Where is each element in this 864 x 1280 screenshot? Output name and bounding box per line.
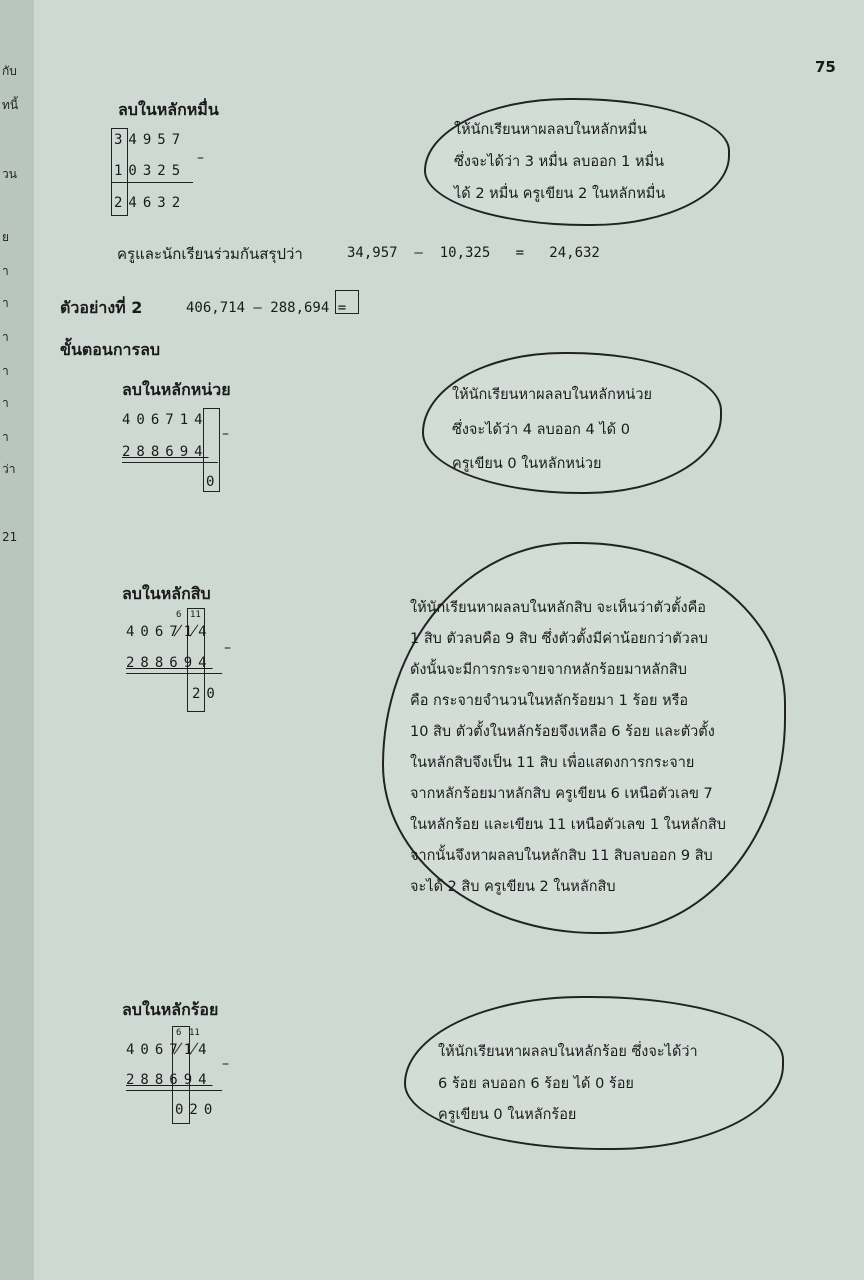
difference-row: 0: [206, 474, 221, 490]
example-label: ตัวอย่างที่ 2: [60, 298, 143, 317]
borrow-mark: 11: [189, 1028, 200, 1038]
bubble-line: ในหลักสิบจึงเป็น 11 สิบ เพื่อแสดงการกระจาย: [410, 755, 695, 771]
minus-sign: –: [222, 1056, 229, 1072]
summary-expression: 34,957 – 10,325 = 24,632: [347, 245, 600, 261]
margin-fragment: า: [2, 330, 9, 344]
minuend-row: 406714: [126, 1042, 213, 1058]
borrow-mark: 6: [176, 1028, 182, 1038]
answer-box: [335, 290, 359, 314]
bubble-line: ดังนั้นจะมีการกระจายจากหลักร้อยมาหลักสิบ: [410, 662, 687, 678]
bubble-line: 1 สิบ ตัวลบคือ 9 สิบ ซึ่งตัวตั้งมีค่าน้อยกว่าตัวลบ: [410, 631, 708, 647]
margin-fragment: ว่า: [2, 462, 16, 476]
step-heading-hundreds: ลบในหลักร้อย: [122, 1000, 219, 1019]
borrow-mark: 11: [190, 610, 201, 620]
bubble-line: ซึ่งจะได้ว่า 3 หมื่น ลบออก 1 หมื่น: [454, 154, 665, 170]
margin-fragment: 21: [2, 530, 18, 544]
section-heading-ten-thousands: ลบในหลักหมื่น: [118, 100, 219, 119]
minuend-row: 34957: [114, 132, 187, 148]
difference-row: 020: [175, 1102, 219, 1118]
subtrahend-row: 288694: [126, 655, 213, 671]
minuend-row: 406714: [122, 412, 209, 428]
difference-row: 20: [192, 686, 221, 702]
margin-fragment: า: [2, 364, 9, 378]
left-margin-strip: [0, 0, 34, 1280]
margin-fragment: า: [2, 396, 9, 410]
page-number: 75: [815, 58, 836, 76]
bubble-line: ให้นักเรียนหาผลลบในหลักสิบ จะเห็นว่าตัวตั้งคือ: [410, 600, 706, 616]
bubble-line: คือ กระจายจำนวนในหลักร้อยมา 1 ร้อย หรือ: [410, 693, 689, 709]
step-heading-tens: ลบในหลักสิบ: [122, 584, 211, 603]
margin-fragment: กับ: [2, 64, 17, 78]
bubble-line: ครูเขียน 0 ในหลักหน่วย: [452, 456, 602, 472]
minus-sign: –: [222, 426, 229, 442]
bubble-line: ซึ่งจะได้ว่า 4 ลบออก 4 ได้ 0: [452, 422, 630, 438]
bubble-line: 6 ร้อย ลบออก 6 ร้อย ได้ 0 ร้อย: [438, 1076, 634, 1092]
subtrahend-row: 288694: [122, 444, 209, 460]
step-heading-units: ลบในหลักหน่วย: [122, 380, 231, 399]
bubble-line: ครูเขียน 0 ในหลักร้อย: [438, 1107, 577, 1123]
difference-row: 24632: [114, 195, 187, 211]
sum-line: [126, 673, 222, 674]
bubble-line: ในหลักร้อย และเขียน 11 เหนือตัวเลข 1 ในหลักสิบ: [410, 817, 726, 833]
minus-sign: –: [197, 150, 204, 166]
minus-sign: –: [224, 640, 231, 656]
bubble-line: ให้นักเรียนหาผลลบในหลักร้อย ซึ่งจะได้ว่า: [438, 1044, 698, 1060]
bubble-line: จากหลักร้อยมาหลักสิบ ครูเขียน 6 เหนือตัวเลข 7: [410, 786, 713, 802]
sum-line: [111, 182, 193, 183]
subtrahend-row: 288694: [126, 1072, 213, 1088]
sum-line: [122, 462, 218, 463]
minuend-row: 406714: [126, 624, 213, 640]
bubble-line: ให้นักเรียนหาผลลบในหลักหมื่น: [454, 122, 647, 138]
bubble-line: 10 สิบ ตัวตั้งในหลักร้อยจึงเหลือ 6 ร้อย และตัวตั้ง: [410, 724, 715, 740]
sum-line: [126, 1090, 222, 1091]
margin-fragment: า: [2, 264, 9, 278]
bubble-line: ได้ 2 หมื่น ครูเขียน 2 ในหลักหมื่น: [454, 186, 666, 202]
margin-fragment: า: [2, 296, 9, 310]
margin-fragment: วน: [2, 167, 17, 181]
margin-fragment: ทนี้: [2, 98, 19, 112]
summary-label: ครูและนักเรียนร่วมกันสรุปว่า: [117, 245, 303, 263]
margin-fragment: ย: [2, 230, 10, 244]
example-expression: 406,714 – 288,694 =: [186, 300, 347, 316]
steps-heading: ขั้นตอนการลบ: [60, 340, 161, 359]
bubble-line: จากนั้นจึงหาผลลบในหลักสิบ 11 สิบลบออก 9 สิบ: [410, 848, 713, 864]
borrow-mark: 6: [176, 610, 182, 620]
bubble-line: จะได้ 2 สิบ ครูเขียน 2 ในหลักสิบ: [410, 879, 616, 895]
subtrahend-row: 10325: [114, 163, 187, 179]
bubble-line: ให้นักเรียนหาผลลบในหลักหน่วย: [452, 387, 652, 403]
margin-fragment: า: [2, 430, 9, 444]
